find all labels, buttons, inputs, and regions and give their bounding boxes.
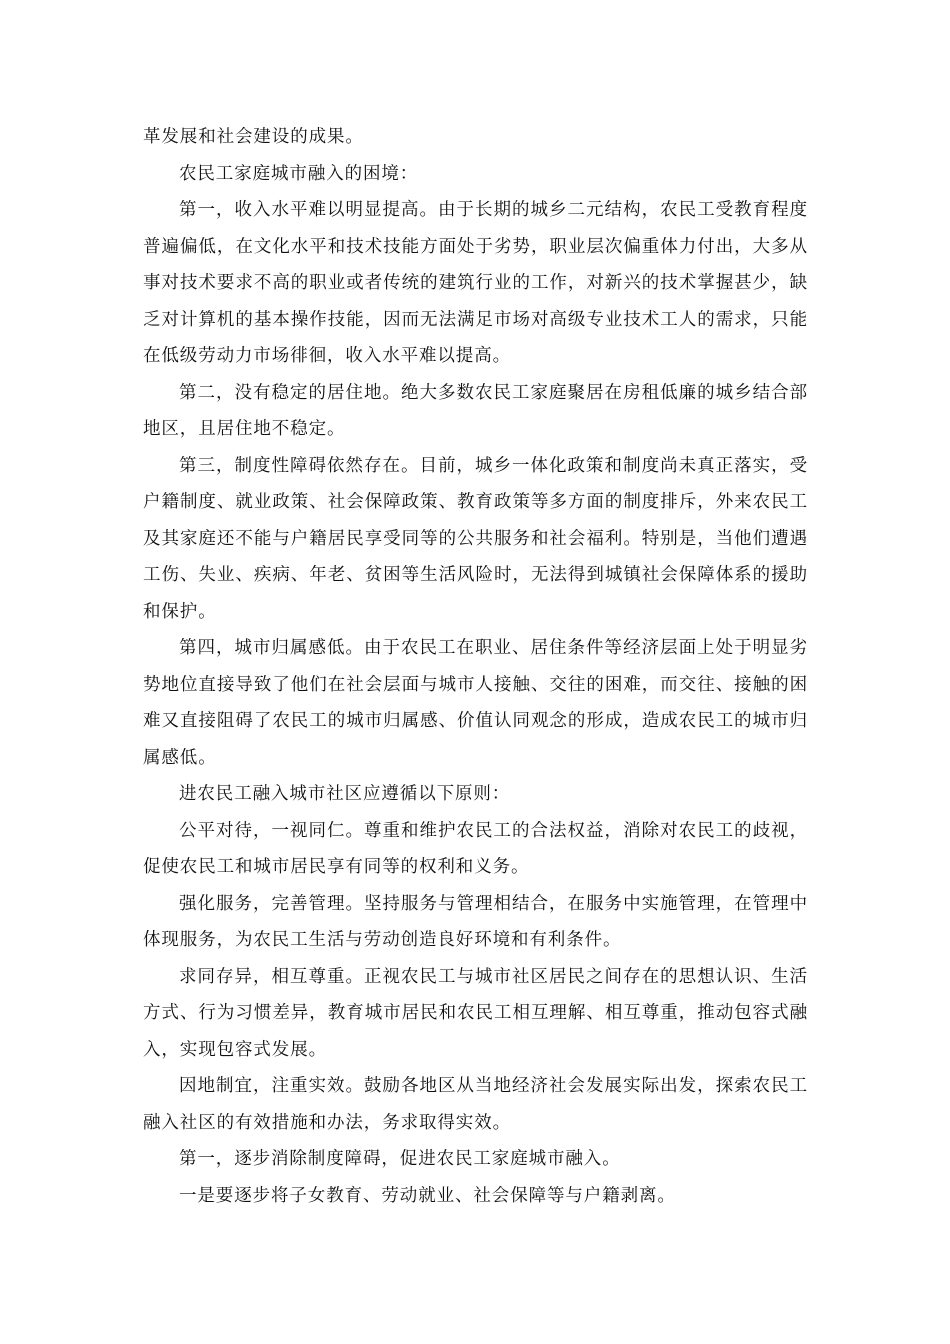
paragraph-residence: 第二，没有稳定的居住地。绝大多数农民工家庭聚居在房租低廉的城乡结合部地区，且居住地不稳定。 <box>143 382 808 439</box>
document-body <box>143 119 808 1214</box>
paragraph-measure-one-item: 一是要逐步将子女教育、劳动就业、社会保障等与户籍剥离。 <box>179 1185 676 1206</box>
paragraph-local-conditions: 因地制宜，注重实效。鼓励各地区从当地经济社会发展实际出发，探索农民工融入社区的有效措施和办法，务求取得实效。 <box>143 1076 808 1133</box>
paragraph-institutional-barriers: 第三，制度性障碍依然存在。目前，城乡一体化政策和制度尚未真正落实，受户籍制度、就业政策、社会保障政策、教育政策等多方面的制度排斥，外来农民工及其家庭还不能与户籍居民享受同等的公共服务和社会福利。特别是，当他们遭遇工伤、失业、疾病、年老、贫困等生活风险时，无法得到城镇社会保障体系的援助和保护。 <box>143 455 808 622</box>
paragraph-measure-one: 第一，逐步消除制度障碍，促进农民工家庭城市融入。 <box>179 1149 621 1169</box>
paragraph-principles-heading: 进农民工融入城市社区应遵循以下原则： <box>179 784 511 804</box>
paragraph-difficulties-heading: 农民工家庭城市融入的困境： <box>179 163 419 184</box>
paragraph-mutual-respect: 求同存异，相互尊重。正视农民工与城市社区居民之间存在的思想认识、生活方式、行为习惯差异，教育城市居民和农民工相互理解、相互尊重，推动包容式融入，实现包容式发展。 <box>143 966 808 1060</box>
paragraph-fair-treatment: 公平对待，一视同仁。尊重和维护农民工的合法权益，消除对农民工的歧视，促使农民工和城市居民享有同等的权利和义务。 <box>143 820 808 877</box>
paragraph-service-management: 强化服务，完善管理。坚持服务与管理相结合，在服务中实施管理，在管理中体现服务，为农民工生活与劳动创造良好环境和有利条件。 <box>143 893 808 950</box>
paragraph-continuation: 革发展和社会建设的成果。 <box>143 127 364 147</box>
paragraph-belonging: 第四，城市归属感低。由于农民工在职业、居住条件等经济层面上处于明显劣势地位直接导致了他们在社会层面与城市人接触、交往的困难，而交往、接触的困难又直接阻碍了农民工的城市归属感、价值认同观念的形成，造成农民工的城市归属感低。 <box>143 638 808 768</box>
paragraph-income: 第一，收入水平难以明显提高。由于长期的城乡二元结构，农民工受教育程度普遍偏低，在文化水平和技术技能方面处于劣势，职业层次偏重体力付出，大多从事对技术要求不高的职业或者传统的建筑行业的工作，对新兴的技术掌握甚少，缺乏对计算机的基本操作技能，因而无法满足市场对高级专业技术工人的需求，只能在低级劳动力市场徘徊，收入水平难以提高。 <box>143 200 808 366</box>
